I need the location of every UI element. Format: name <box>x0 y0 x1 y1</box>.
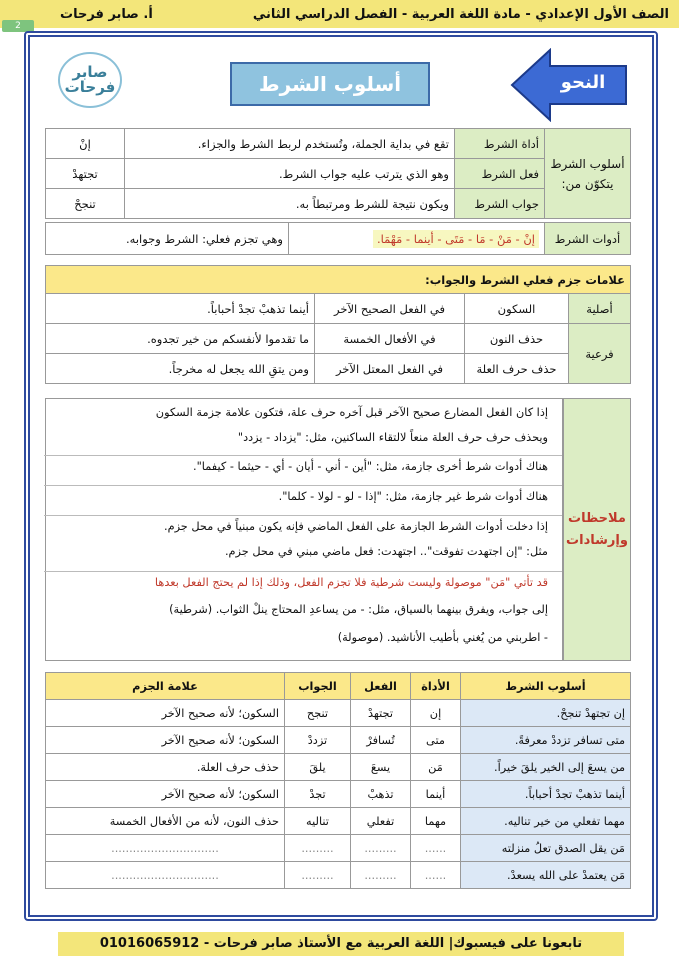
components-label: أسلوب الشرط يتكوّن من: <box>545 129 631 219</box>
note-line: قد تأتي "مَن" موصولة وليست شرطية فلا تجزم الفعل، وذلك إذا لم يحتج الفعل بعدها <box>44 571 562 594</box>
note-line: مثل: "إن اجتهدت تفوقت".. اجتهدت: فعل ماضي مبني في محل جزم. <box>224 545 548 558</box>
header-bar <box>0 0 679 28</box>
cell: السكون؛ لأنه صحيح الآخر <box>46 781 285 808</box>
blank-cell[interactable]: ......... <box>285 862 351 889</box>
original-label: أصلية <box>569 294 631 324</box>
sign-where: في الفعل الصحيح الآخر <box>315 294 465 324</box>
cell: مهما تفعلي من خير تناليه. <box>461 808 631 835</box>
sign: حذف حرف العلة <box>465 354 569 384</box>
table-row <box>46 781 631 808</box>
blank-cell[interactable]: ...... <box>411 835 461 862</box>
tools-list: إنْ - مَنْ - مَا - مَتَى - أينما - مَهْمَا. <box>373 230 539 248</box>
col-header: الفعل <box>351 673 411 700</box>
sign: السكون <box>465 294 569 324</box>
notes-label: ملاحظات وإرشادات <box>563 398 631 661</box>
part-example: تنجحْ <box>46 189 125 219</box>
cell: تفعلي <box>351 808 411 835</box>
cell: تُسافرْ <box>351 727 411 754</box>
part-desc: وهو الذي يترتب عليه جواب الشرط. <box>125 159 455 189</box>
part-example: إنْ <box>46 129 125 159</box>
blank-cell[interactable]: .............................. <box>46 862 285 889</box>
col-header: أسلوب الشرط <box>461 673 631 700</box>
note-line: إذا دخلت أدوات الشرط الجازمة على الفعل الماضي فإنه يكون مبنياً في محل جزم. <box>44 515 562 538</box>
cell: تنجح <box>285 700 351 727</box>
table-row <box>46 754 631 781</box>
cell: إن <box>411 700 461 727</box>
blank-cell[interactable]: .............................. <box>46 835 285 862</box>
cell: يسعَ <box>351 754 411 781</box>
sign-example: ما تقدموا لأنفسكم من خير تجدوه. <box>46 324 315 354</box>
page-number: 2 <box>2 20 34 32</box>
cell: حذف النون، لأنه من الأفعال الخمسة <box>46 808 285 835</box>
table-row <box>46 700 631 727</box>
notes-section <box>45 398 631 661</box>
cell: مهما <box>411 808 461 835</box>
note-line: ويحذف حرف حرف العلة منعاً لالتقاء الساكنين، مثل: "يزداد - يزدد" <box>237 431 548 444</box>
table-row <box>46 862 631 889</box>
footer: تابعونا على فيسبوك| اللغة العربية مع الأستاذ صابر فرحات - 01016065912 <box>58 932 624 956</box>
sign-example: ومن يتقِ الله يجعل له مخرجاً. <box>46 354 315 384</box>
sign: حذف النون <box>465 324 569 354</box>
cell: تناليه <box>285 808 351 835</box>
blank-cell[interactable]: ......... <box>285 835 351 862</box>
note-line: إذا كان الفعل المضارع صحيح الآخر قبل آخره حرف علة، فتكون علامة جزمة السكون <box>155 406 548 419</box>
page-title: أسلوب الشرط <box>230 62 430 106</box>
cell: حذف حرف العلة. <box>46 754 285 781</box>
cell: السكون؛ لأنه صحيح الآخر <box>46 700 285 727</box>
definition-table <box>45 128 631 219</box>
note-line: هناك أدوات شرط غير جازمة، مثل: "إذا - لو - لولا - كلما". <box>44 485 562 508</box>
part-label: جواب الشرط <box>455 189 545 219</box>
examples-table <box>45 672 631 889</box>
header-left: أ. صابر فرحات <box>60 6 153 22</box>
part-desc: تقع في بداية الجملة، وتُستخدم لربط الشرط والجزاء. <box>125 129 455 159</box>
tools-table <box>45 222 631 255</box>
cell: السكون؛ لأنه صحيح الآخر <box>46 727 285 754</box>
blank-cell[interactable]: ......... <box>351 835 411 862</box>
sign-where: في الفعل المعتل الآخر <box>315 354 465 384</box>
logo-line1: صابر <box>72 63 108 81</box>
tools-note: وهي تجزم فعلي: الشرط وجوابه. <box>46 223 289 255</box>
cell: تجتهدْ <box>351 700 411 727</box>
logo <box>58 52 122 108</box>
cell: يلقَ <box>285 754 351 781</box>
table-row <box>46 808 631 835</box>
cell: أينما تذهبْ تجدْ أحباباً. <box>461 781 631 808</box>
branch-label: فرعية <box>569 324 631 384</box>
cell: مَن <box>411 754 461 781</box>
note-line: هناك أدوات شرط أخرى جازمة، مثل: "أين - أني - أيان - أي - حيثما - كيفما". <box>44 455 562 478</box>
part-label: أداة الشرط <box>455 129 545 159</box>
cell: متى تسافر تزددْ معرفةً. <box>461 727 631 754</box>
col-header: الأداة <box>411 673 461 700</box>
cell: تذهبْ <box>351 781 411 808</box>
part-label: فعل الشرط <box>455 159 545 189</box>
cell: من يسعَ إلى الخير يلقَ خيراً. <box>461 754 631 781</box>
cell: تزددْ <box>285 727 351 754</box>
part-example: تجتهدْ <box>46 159 125 189</box>
cell: مَن يعتمدْ على الله يسعدْ. <box>461 862 631 889</box>
blank-cell[interactable]: ......... <box>351 862 411 889</box>
col-header: الجواب <box>285 673 351 700</box>
col-header: علامة الجزم <box>46 673 285 700</box>
notes-box <box>45 398 563 661</box>
jazm-signs-title: علامات جزم فعلي الشرط والجواب: <box>46 266 631 294</box>
sign-example: أينما تذهبْ تجدْ أحباباً. <box>46 294 315 324</box>
part-desc: ويكون نتيجة للشرط ومرتبطاً به. <box>125 189 455 219</box>
cell: متى <box>411 727 461 754</box>
logo-line2: فرحات <box>64 78 116 96</box>
sign-where: في الأفعال الخمسة <box>315 324 465 354</box>
cell: تجدْ <box>285 781 351 808</box>
note-line: - اطربني من يُغني بأطيب الأناشيد. (موصولة) <box>337 631 548 644</box>
blank-cell[interactable]: ...... <box>411 862 461 889</box>
cell: إن تجتهدْ تنجحْ. <box>461 700 631 727</box>
cell: أينما <box>411 781 461 808</box>
nav-arrow-label: النحو <box>560 72 606 93</box>
note-line: إلى جواب، ويفرق بينهما بالسياق، مثل: - من يساعدِ المحتاج ينلْ الثواب. (شرطية) <box>169 603 548 616</box>
table-row <box>46 727 631 754</box>
tools-label: أدوات الشرط <box>545 223 631 255</box>
table-row <box>46 835 631 862</box>
header-right: الصف الأول الإعدادي - مادة اللغة العربية - الفصل الدراسي الثاني <box>252 6 669 22</box>
jazm-signs-table <box>45 265 631 384</box>
cell: مَن يقل الصدق تعلُ منزلته <box>461 835 631 862</box>
